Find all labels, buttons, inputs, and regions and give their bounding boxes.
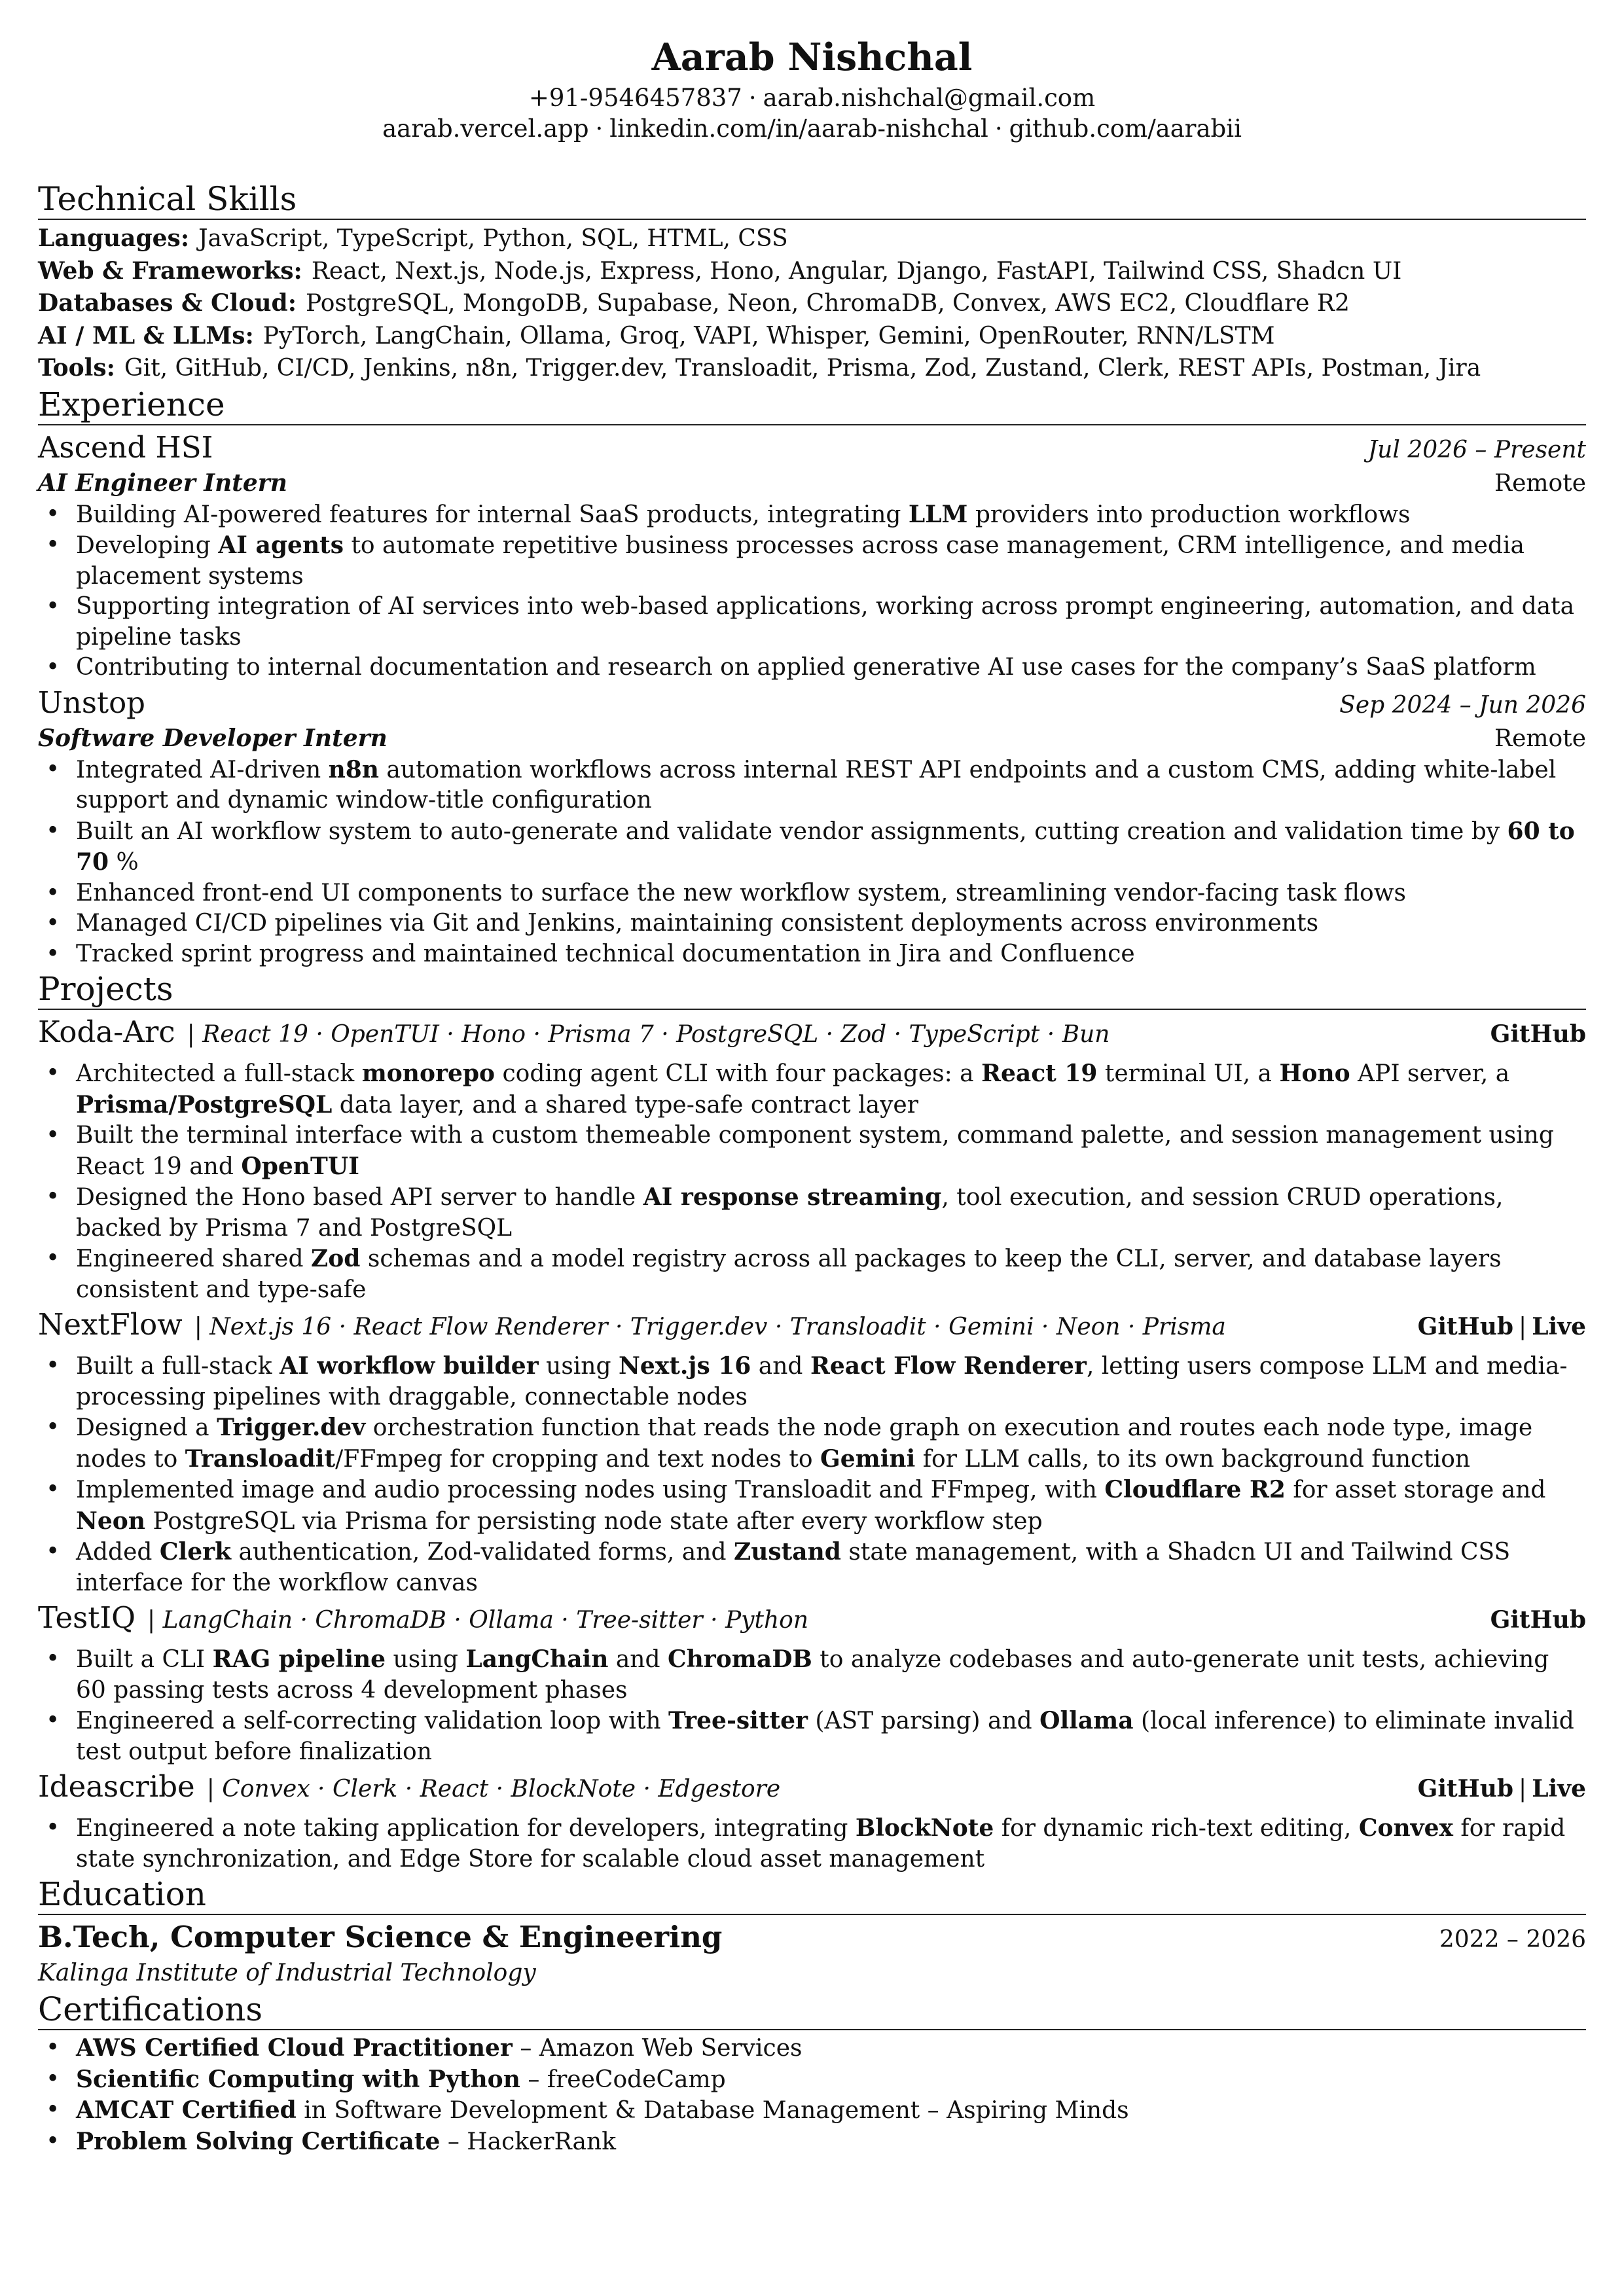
job-location: Remote — [1494, 725, 1586, 752]
project-entry — [38, 1598, 1586, 1767]
text-run: to analyze codebases and auto-generate unit tests, achieving 60 passing tests across 4 development phases — [76, 1646, 1549, 1704]
text-run: % — [109, 849, 139, 876]
text-run: – Amazon Web Services — [512, 2035, 803, 2062]
bold-keyword: 60 to 70 — [76, 817, 1575, 876]
bullet-item — [38, 1182, 1586, 1244]
text-run: coding agent CLI with four packages: a — [495, 1060, 982, 1087]
bullet-item — [38, 530, 1586, 592]
text-run: Building AI-powered features for internal SaaS products, integrating — [76, 501, 909, 528]
bold-keyword: Neon — [76, 1507, 145, 1535]
experience-section — [38, 385, 1586, 970]
bold-keyword: AI response streaming — [643, 1183, 942, 1211]
text-run: Engineered shared — [76, 1246, 311, 1272]
project-link-live[interactable]: Live — [1532, 1775, 1586, 1803]
bullet-item — [38, 1244, 1586, 1305]
bold-keyword: RAG pipeline — [212, 1645, 386, 1673]
candidate-name: Aarab Nishchal — [651, 35, 973, 79]
bold-keyword: Ollama — [1039, 1707, 1134, 1734]
project-bullets — [38, 1351, 1586, 1598]
bullet-item — [38, 755, 1586, 816]
skill-label: Databases & Cloud: — [38, 289, 297, 317]
bold-keyword: ChromaDB — [667, 1645, 812, 1673]
text-run: data layer, and a shared type-safe contract layer — [332, 1091, 918, 1119]
skill-row — [38, 287, 1586, 320]
bold-keyword: React Flow Renderer — [810, 1352, 1087, 1380]
text-run: automation workflows across internal REST API endpoints and a custom CMS, adding white-label support and dynamic window-title configuration — [76, 756, 1557, 814]
education-entry — [38, 1918, 1586, 1957]
job-bullets — [38, 499, 1586, 683]
bullet-item — [38, 592, 1586, 653]
project-header — [38, 1013, 1586, 1058]
skill-value: React, Next.js, Node.js, Express, Hono, Angular, Django, FastAPI, Tailwind CSS, Shadcn UI — [311, 257, 1402, 285]
company-name: Ascend HSI — [38, 429, 213, 465]
bullet-item — [38, 816, 1586, 878]
job-location: Remote — [1494, 469, 1586, 497]
skill-label: Tools: — [38, 354, 115, 382]
text-run: schemas and a model registry across all packages to keep the CLI, server, and database layers consistent and type-safe — [76, 1246, 1502, 1303]
text-run: in Software Development & Database Management – Aspiring Minds — [296, 2097, 1129, 2124]
separator: · — [748, 84, 757, 112]
job-subheader — [38, 467, 1586, 499]
bold-keyword: LangChain — [465, 1645, 609, 1673]
project-link-github[interactable]: GitHub — [1490, 1606, 1586, 1634]
bold-keyword: Tree-sitter — [668, 1707, 808, 1734]
bullet-item — [38, 1412, 1586, 1475]
project-name: TestIQ — [38, 1600, 135, 1635]
contact-line-2 — [38, 113, 1586, 144]
bold-keyword: Clerk — [159, 1538, 232, 1566]
job-entry — [38, 683, 1586, 970]
text-run: Developing — [76, 532, 219, 559]
text-run: terminal UI, a — [1097, 1060, 1280, 1087]
section-title-experience: Experience — [38, 385, 1586, 425]
projects-section — [38, 969, 1586, 1874]
skill-row — [38, 352, 1586, 385]
bullet-item — [38, 499, 1586, 531]
project-header — [38, 1305, 1586, 1351]
bold-keyword: LLM — [908, 500, 968, 528]
text-run: state management, with a Shadcn UI and Tailwind CSS interface for the workflow canvas — [76, 1539, 1511, 1596]
bold-keyword: AMCAT Certified — [76, 2096, 297, 2124]
bold-keyword: Scientific Computing with Python — [76, 2065, 520, 2093]
project-links — [1490, 1600, 1586, 1640]
text-run: Built the terminal interface with a custom themeable component system, command palette, and session management using React 19 and — [76, 1122, 1554, 1180]
text-run: Built an AI workflow system to auto-generate and validate vendor assignments, cutting creation and validation time by — [76, 817, 1507, 845]
bold-keyword: Cloudflare R2 — [1104, 1476, 1286, 1503]
text-run: – HackerRank — [440, 2128, 617, 2155]
project-title-group — [38, 1305, 1226, 1351]
text-run: providers into production workflows — [967, 501, 1411, 528]
section-title-projects: Projects — [38, 969, 1586, 1010]
text-run: , letting users compose LLM and media-processing pipelines with draggable, connectable nodes — [76, 1353, 1568, 1410]
certification-item — [38, 2126, 1586, 2158]
bold-keyword: Zod — [310, 1245, 361, 1272]
separator: · — [994, 115, 1003, 143]
job-dates: Sep 2024 – Jun 2026 — [1339, 691, 1586, 719]
job-header — [38, 428, 1586, 467]
text-run: for LLM calls, to its own background function — [915, 1445, 1471, 1473]
project-links — [1418, 1769, 1586, 1809]
degree: B.Tech, Computer Science & Engineering — [38, 1920, 723, 1954]
certifications-list — [38, 2033, 1586, 2157]
bullet-item — [38, 908, 1586, 939]
text-run: Engineered a note taking application for developers, integrating — [76, 1815, 856, 1842]
bold-keyword: Trigger.dev — [217, 1414, 366, 1441]
education-years: 2022 – 2026 — [1439, 1926, 1586, 1953]
text-run: /FFmpeg for cropping and text nodes to — [335, 1445, 820, 1473]
project-link-live[interactable]: Live — [1532, 1313, 1586, 1340]
project-links — [1490, 1014, 1586, 1054]
project-tech-stack: | LangChain · ChromaDB · Ollama · Tree-sitter · Python — [147, 1607, 809, 1634]
bullet-item — [38, 1475, 1586, 1537]
link-separator: | — [1519, 1776, 1527, 1803]
text-run: authentication, Zod-validated forms, and — [231, 1539, 734, 1566]
bold-keyword: OpenTUI — [241, 1152, 359, 1180]
email-link[interactable]: aarab.nishchal@gmail.com — [763, 84, 1096, 112]
text-run: Architected a full-stack — [76, 1060, 362, 1087]
job-entry — [38, 428, 1586, 683]
text-run: Managed CI/CD pipelines via Git and Jenkins, maintaining consistent deployments across environments — [76, 910, 1319, 937]
job-role: Software Developer Intern — [38, 724, 388, 752]
project-bullets — [38, 1058, 1586, 1305]
project-link-github[interactable]: GitHub — [1490, 1020, 1586, 1048]
project-tech-stack: | React 19 · OpenTUI · Hono · Prisma 7 · PostgreSQL · Zod · TypeScript · Bun — [187, 1021, 1110, 1048]
text-run: and — [608, 1646, 668, 1673]
bullet-item — [38, 1813, 1586, 1874]
project-title-group — [38, 1598, 808, 1644]
bullet-item — [38, 1644, 1586, 1706]
github-link[interactable]: github.com/aarabii — [1009, 115, 1242, 143]
project-entry — [38, 1305, 1586, 1598]
section-title-skills: Technical Skills — [38, 179, 1586, 220]
text-run: Contributing to internal documentation and research on applied generative AI use cases for the company’s SaaS platform — [76, 654, 1536, 681]
bold-keyword: Zustand — [733, 1538, 841, 1566]
skill-row — [38, 320, 1586, 353]
job-role: AI Engineer Intern — [38, 469, 287, 497]
bullet-item — [38, 653, 1586, 683]
project-header — [38, 1598, 1586, 1644]
text-run: Enhanced front-end UI components to surface the new workflow system, streamlining vendor-facing task flows — [76, 879, 1406, 906]
website-link[interactable]: aarab.vercel.app — [382, 115, 589, 143]
text-run: Designed the Hono based API server to handle — [76, 1184, 643, 1211]
project-links — [1418, 1307, 1586, 1347]
contact-line-1 — [38, 82, 1586, 113]
text-run: using — [538, 1353, 619, 1380]
text-run: using — [386, 1646, 466, 1673]
linkedin-link[interactable]: linkedin.com/in/aarab-nishchal — [609, 115, 988, 143]
skill-value: PostgreSQL, MongoDB, Supabase, Neon, ChromaDB, Convex, AWS EC2, Cloudflare R2 — [305, 290, 1350, 317]
skill-value: PyTorch, LangChain, Ollama, Groq, VAPI, Whisper, Gemini, OpenRouter, RNN/LSTM — [262, 322, 1275, 350]
job-dates: Jul 2026 – Present — [1367, 436, 1586, 463]
project-name: NextFlow — [38, 1307, 183, 1342]
text-run: orchestration function that reads the node graph on execution and routes each node type, image nodes to — [76, 1414, 1533, 1473]
text-run: Built a CLI — [76, 1646, 213, 1673]
text-run: (local inference) to eliminate invalid test output before finalization — [76, 1708, 1574, 1765]
skills-section — [38, 179, 1586, 385]
separator: · — [595, 115, 604, 143]
text-run: API server, a — [1350, 1060, 1510, 1087]
text-run: for dynamic rich-text editing, — [994, 1815, 1359, 1842]
project-title-group — [38, 1767, 780, 1813]
link-separator: | — [1519, 1314, 1527, 1340]
bullet-item — [38, 1121, 1586, 1182]
bold-keyword: BlockNote — [855, 1814, 994, 1842]
text-run: – freeCodeCamp — [520, 2066, 726, 2093]
skill-row — [38, 223, 1586, 255]
education-section — [38, 1874, 1586, 1990]
institution: Kalinga Institute of Industrial Technology — [38, 1960, 536, 1986]
certification-item — [38, 2064, 1586, 2096]
text-run: Engineered a self-correcting validation loop with — [76, 1708, 668, 1734]
bold-keyword: Transloadit — [185, 1444, 336, 1473]
bold-keyword: React 19 — [981, 1060, 1098, 1087]
bullet-item — [38, 1537, 1586, 1598]
text-run: Tracked sprint progress and maintained technical documentation in Jira and Confluence — [76, 940, 1135, 967]
skill-label: Web & Frameworks: — [38, 257, 302, 285]
project-bullets — [38, 1644, 1586, 1767]
bold-keyword: Convex — [1358, 1814, 1453, 1842]
skill-row — [38, 255, 1586, 288]
bold-keyword: Gemini — [820, 1444, 916, 1473]
text-run: Supporting integration of AI services into web-based applications, working across prompt engineering, automation, and data pipeline tasks — [76, 593, 1575, 651]
job-header — [38, 683, 1586, 723]
text-run: Built a full-stack — [76, 1353, 280, 1380]
text-run: and — [751, 1353, 810, 1380]
project-bullets — [38, 1813, 1586, 1874]
bold-keyword: AWS Certified Cloud Practitioner — [76, 2034, 513, 2062]
text-run: for rapid state synchronization, and Edge Store for scalable cloud asset management — [76, 1815, 1566, 1873]
skill-value: JavaScript, TypeScript, Python, SQL, HTML, CSS — [198, 225, 788, 252]
bold-keyword: Prisma/PostgreSQL — [76, 1090, 333, 1119]
project-tech-stack: | Next.js 16 · React Flow Renderer · Trigger.dev · Transloadit · Gemini · Neon · Prisma — [194, 1314, 1226, 1340]
bold-keyword: AI agents — [218, 531, 344, 559]
bullet-item — [38, 878, 1586, 909]
text-run: Integrated AI-driven — [76, 756, 329, 783]
bold-keyword: Hono — [1279, 1060, 1350, 1087]
text-run: Added — [76, 1539, 160, 1566]
bullet-item — [38, 939, 1586, 970]
project-name: Ideascribe — [38, 1769, 195, 1804]
bold-keyword: Next.js 16 — [618, 1352, 751, 1380]
certifications-section — [38, 1990, 1586, 2157]
project-tech-stack: | Convex · Clerk · React · BlockNote · Edgestore — [206, 1776, 781, 1803]
bullet-item — [38, 1706, 1586, 1767]
text-run: to automate repetitive business processes across case management, CRM intelligence, and media placement systems — [76, 532, 1525, 590]
section-title-certifications: Certifications — [38, 1990, 1586, 2030]
bold-keyword: Problem Solving Certificate — [76, 2127, 441, 2155]
bullet-item — [38, 1351, 1586, 1412]
job-bullets — [38, 755, 1586, 970]
project-name: Koda-Arc — [38, 1014, 175, 1049]
text-run: for asset storage and — [1285, 1477, 1546, 1503]
phone-number: +91-9546457837 — [528, 84, 742, 112]
text-run: (AST parsing) and — [807, 1708, 1040, 1734]
project-link-github[interactable]: GitHub — [1417, 1313, 1514, 1340]
certification-item — [38, 2033, 1586, 2064]
bold-keyword: AI workflow builder — [280, 1352, 539, 1380]
skill-value: Git, GitHub, CI/CD, Jenkins, n8n, Trigger.dev, Transloadit, Prisma, Zod, Zustand, Clerk, REST APIs, Postman, Jira — [124, 355, 1481, 382]
bullet-item — [38, 1058, 1586, 1121]
skill-label: Languages: — [38, 224, 190, 252]
bold-keyword: n8n — [328, 755, 379, 783]
project-title-group — [38, 1013, 1110, 1058]
project-entry — [38, 1013, 1586, 1305]
text-run: PostgreSQL via Prisma for persisting node state after every workflow step — [145, 1507, 1043, 1535]
section-title-education: Education — [38, 1874, 1586, 1915]
project-link-github[interactable]: GitHub — [1417, 1775, 1514, 1803]
project-entry — [38, 1767, 1586, 1874]
text-run: Implemented image and audio processing nodes using Transloadit and FFmpeg, with — [76, 1477, 1105, 1503]
project-header — [38, 1767, 1586, 1813]
text-run: Designed a — [76, 1414, 217, 1441]
bold-keyword: monorepo — [361, 1060, 496, 1087]
certification-item — [38, 2095, 1586, 2126]
skill-label: AI / ML & LLMs: — [38, 321, 254, 350]
text-run: , tool execution, and session CRUD operations, backed by Prisma 7 and PostgreSQL — [76, 1184, 1504, 1242]
job-subheader — [38, 723, 1586, 755]
company-name: Unstop — [38, 685, 145, 720]
resume-header — [38, 33, 1586, 144]
